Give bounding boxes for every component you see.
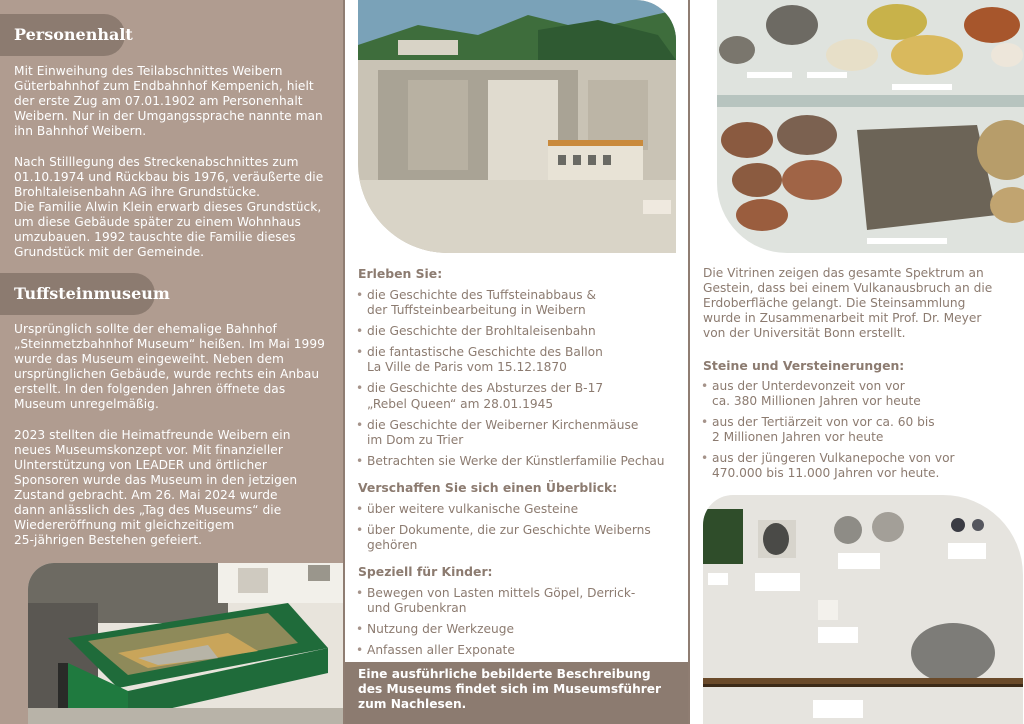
list-item: • über Dokumente, die zur Geschichte Weiberns gehören xyxy=(356,523,676,553)
list-erleben xyxy=(356,288,676,475)
heading-erleben: Erleben Sie: xyxy=(358,266,443,281)
list-item: • die Geschichte der Weiberner Kirchenmäuse im Dom zu Trier xyxy=(356,418,676,448)
section-title-personenhalt: Personenhalt xyxy=(0,14,125,56)
fold-divider-right xyxy=(688,0,690,724)
list-steine xyxy=(701,379,1013,488)
list-item: • aus der jüngeren Vulkanepoche von vor 470.000 bis 11.000 Jahren vor heute. xyxy=(701,451,1013,481)
museumsfuehrer-note: Eine ausführliche bebilderte Beschreibung des Museums findet sich im Museumsführer zum Nachlesen. xyxy=(344,662,689,724)
vitrinen-text: Die Vitrinen zeigen das gesamte Spektrum an Gestein, dass bei einem Vulkanausbruch an die Erdoberfläche gelangt. Die Steinsammlung wurde in Zusammenarbeit mit Prof. Dr. Meyer von der Universität Bonn erstellt. xyxy=(703,266,993,341)
list-item: • die Geschichte des Absturzes der B-17 „Rebel Queen“ am 28.01.1945 xyxy=(356,381,676,411)
list-item: • die Geschichte der Brohltaleisenbahn xyxy=(356,324,676,339)
list-item: • die Geschichte des Tuffsteinabbaus & der Tuffsteinbearbeitung in Weibern xyxy=(356,288,676,318)
list-item: • die fantastische Geschichte des Ballon La Ville de Paris vom 15.12.1870 xyxy=(356,345,676,375)
fossil-display-photo xyxy=(703,495,1023,724)
heading-ueberblick: Verschaffen Sie sich einen Überblick: xyxy=(358,480,618,495)
heading-kinder: Speziell für Kinder: xyxy=(358,564,493,579)
panel-right xyxy=(689,0,1024,724)
panel-left xyxy=(0,0,344,724)
personenhalt-text: Mit Einweihung des Teilabschnittes Weibern Güterbahnhof zum Endbahnhof Kempenich, hielt der erste Zug am 07.01.1902 am Personenhalt Weibern. Nur in der Umgangssprache nannte man ihn Bahnhof Weibern. Nach Stilllegung des Streckenabschnittes zum 01.10.1974 und Rückbau bis 1976, veräußerte die Brohltaleisenbahn AG ihre Grundstücke. Die Familie Alwin Klein erwarb dieses Grundstück, um diese Gebäude später zu einem Wohnhaus umzubauen. 1992 tauschte die Familie dieses Grundstück mit der Gemeinde. xyxy=(14,64,324,260)
heading-steine: Steine und Versteinerungen: xyxy=(703,358,905,373)
section-title-tuffsteinmuseum: Tuffsteinmuseum xyxy=(0,273,155,315)
list-ueberblick xyxy=(356,502,676,559)
museum-landscape-model-photo xyxy=(28,563,344,724)
tuffsteinmuseum-text: Ursprünglich sollte der ehemalige Bahnhof „Steinmetzbahnhof Museum“ heißen. Im Mai 1999 wurde das Museum eingeweiht. Neben dem ursprünglichen Gebäude, wurde rechts ein Anbau erstellt. In den folgenden Jahren öffnete das Museum unregelmäßig. 2023 stellten die Heimatfreunde Weibern ein neues Museumskonzept vor. Mit finanzieller Ulnterstützung von LEADER und örtlicher Sponsoren wurde das Museum in den jetzigen Zustand gebracht. Am 26. Mai 2024 wurde dann anlässlich des „Tag des Museums“ die Wiedereröffnung mit gleichzeitigem 25-jährigen Bestehen gefeiert. xyxy=(14,322,325,548)
list-item: • aus der Unterdevonzeit von vor ca. 380 Millionen Jahren vor heute xyxy=(701,379,1013,409)
list-item: • Betrachten sie Werke der Künstlerfamilie Pechau xyxy=(356,454,676,469)
stone-vitrine-photo xyxy=(717,0,1024,253)
list-item: • über weitere vulkanische Gesteine xyxy=(356,502,676,517)
list-item: • Bewegen von Lasten mittels Göpel, Derrick- und Grubenkran xyxy=(356,586,676,616)
quarry-diorama-photo xyxy=(358,0,676,253)
list-item: • Nutzung der Werkzeuge xyxy=(356,622,676,637)
list-item: • Anfassen aller Exponate xyxy=(356,643,676,658)
list-kinder xyxy=(356,586,676,664)
list-item: • aus der Tertiärzeit von vor ca. 60 bis 2 Millionen Jahren vor heute xyxy=(701,415,1013,445)
fold-divider-left xyxy=(343,0,345,724)
panel-middle xyxy=(344,0,689,724)
